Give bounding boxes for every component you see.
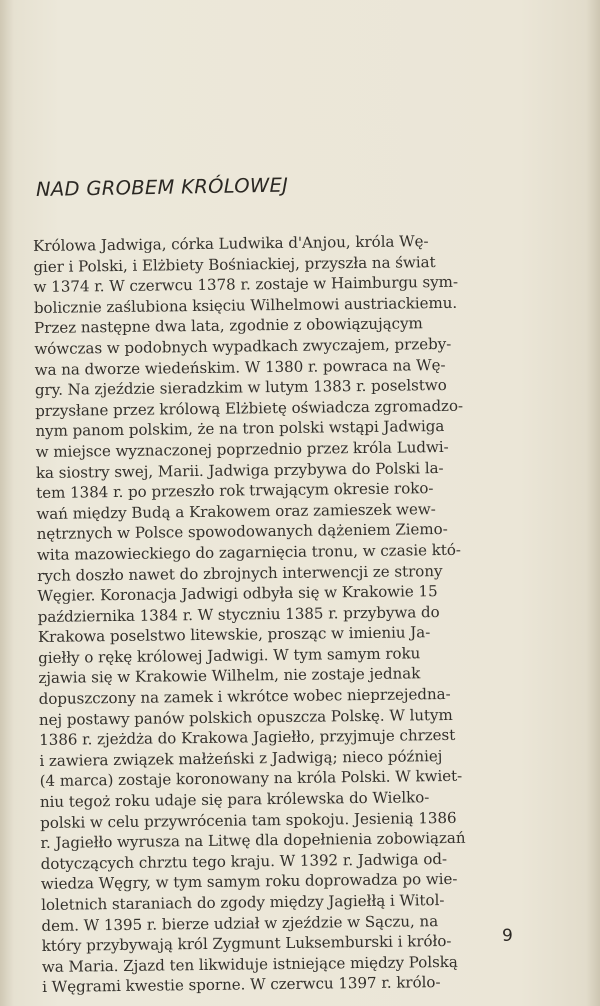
text-line: Królowa Jadwiga, córka Ludwika d'Anjou, króla Wę- [33, 232, 429, 255]
text-line: wówczas w podobnych wypadkach zwyczajem, przeby- [34, 334, 452, 358]
text-line: zjawia się w Krakowie Wilhelm, nie zostaje jednak [38, 664, 421, 688]
text-line: niu tegoż roku udaje się para królewska do Wielko- [39, 788, 430, 811]
text-line: przysłane przez królową Elżbietę oświadcza zgromadzo- [35, 396, 464, 420]
text-line: wań między Budą a Krakowem oraz zamieszek wew- [36, 499, 436, 523]
text-line: i Węgrami kwestie sporne. W czerwcu 1397 r. królo- [42, 973, 441, 997]
text-line: gry. Na zjeździe sieradzkim w lutym 1383 r. poselstwo [34, 376, 447, 400]
text-line: który przybywają król Zygmunt Luksemburski i króło- [41, 932, 452, 956]
text-line: nej postawy panów polskich opuszcza Polskę. W lutym [38, 705, 453, 729]
text-line: w 1374 r. W czerwcu 1378 r. zostaje w Haimburgu sym- [33, 273, 459, 297]
page-number: 9 [502, 926, 513, 946]
text-line: giełły o rękę królowej Jadwigi. W tym samym roku [38, 644, 421, 667]
text-line: bolicznie zaślubiona księciu Wilhelmowi austriackiemu. [33, 293, 458, 317]
text-line: nętrznych w Polsce spowodowanych dążeniem Ziemo- [36, 520, 448, 544]
text-line: Przez następne dwa lata, zgodnie z obowiązującym [34, 314, 423, 338]
text-line: nym panom polskim, że na tron polski wstąpi Jadwiga [35, 417, 445, 441]
text-line: gier i Polski, i Elżbiety Bośniackiej, przyszła na świat [33, 252, 436, 276]
text-line: wita mazowieckiego do zagarnięcia tronu, w czasie któ- [36, 540, 461, 564]
text-line: dem. W 1395 r. bierze udział w zjeździe w Sączu, na [41, 911, 439, 935]
text-line: Węgier. Koronacja Jadwigi odbyła się w Krakowie 15 [37, 582, 438, 606]
text-line: r. Jagiełło wyrusza na Litwę dla dopełnienia zobowiązań [40, 828, 466, 853]
text-line: października 1384 r. W styczniu 1385 r. przybywa do [37, 602, 440, 626]
text-line: (4 marca) zostaje koronowany na króla Polski. W kwiet- [39, 767, 463, 791]
text-line: loletnich staraniach do zgody między Jagiełłą i Witol- [41, 891, 445, 914]
text-line: wa na dworze wiedeńskim. W 1380 r. powraca na Wę- [34, 355, 446, 379]
text-line: dopuszczony na zamek i wkrótce wobec nieprzejedna- [38, 684, 451, 709]
text-line: wiedza Węgry, w tym samym roku doprowadza po wie- [40, 870, 458, 894]
text-line: w miejsce wyznaczonej poprzednio przez króla Ludwi- [35, 437, 449, 461]
text-line: ka siostry swej, Marii. Jadwiga przybywa do Polski la- [35, 458, 444, 482]
text-line: wa Maria. Zjazd ten likwiduje istniejące między Polską [41, 952, 458, 976]
text-line: dotyczących chrztu tego kraju. W 1392 r. Jadwiga od- [40, 849, 448, 873]
text-line: i zawiera związek małżeński z Jadwigą; nieco później [39, 746, 443, 770]
chapter-title: NAD GROBEM KRÓLOWEJ [35, 173, 289, 201]
text-line: tem 1384 r. po przeszło rok trwającym okresie roko- [36, 479, 434, 503]
body-text [33, 229, 600, 998]
text-line: 1386 r. zjeżdża do Krakowa Jagiełło, przyjmuje chrzest [39, 726, 456, 750]
text-line: Krakowa poselstwo litewskie, prosząc w imieniu Ja- [37, 623, 431, 647]
text-line: polski w celu przywrócenia tam spokoju. Jesienią 1386 [40, 808, 457, 832]
text-line: rych doszło nawet do zbrojnych interwencji ze strony [37, 561, 443, 585]
